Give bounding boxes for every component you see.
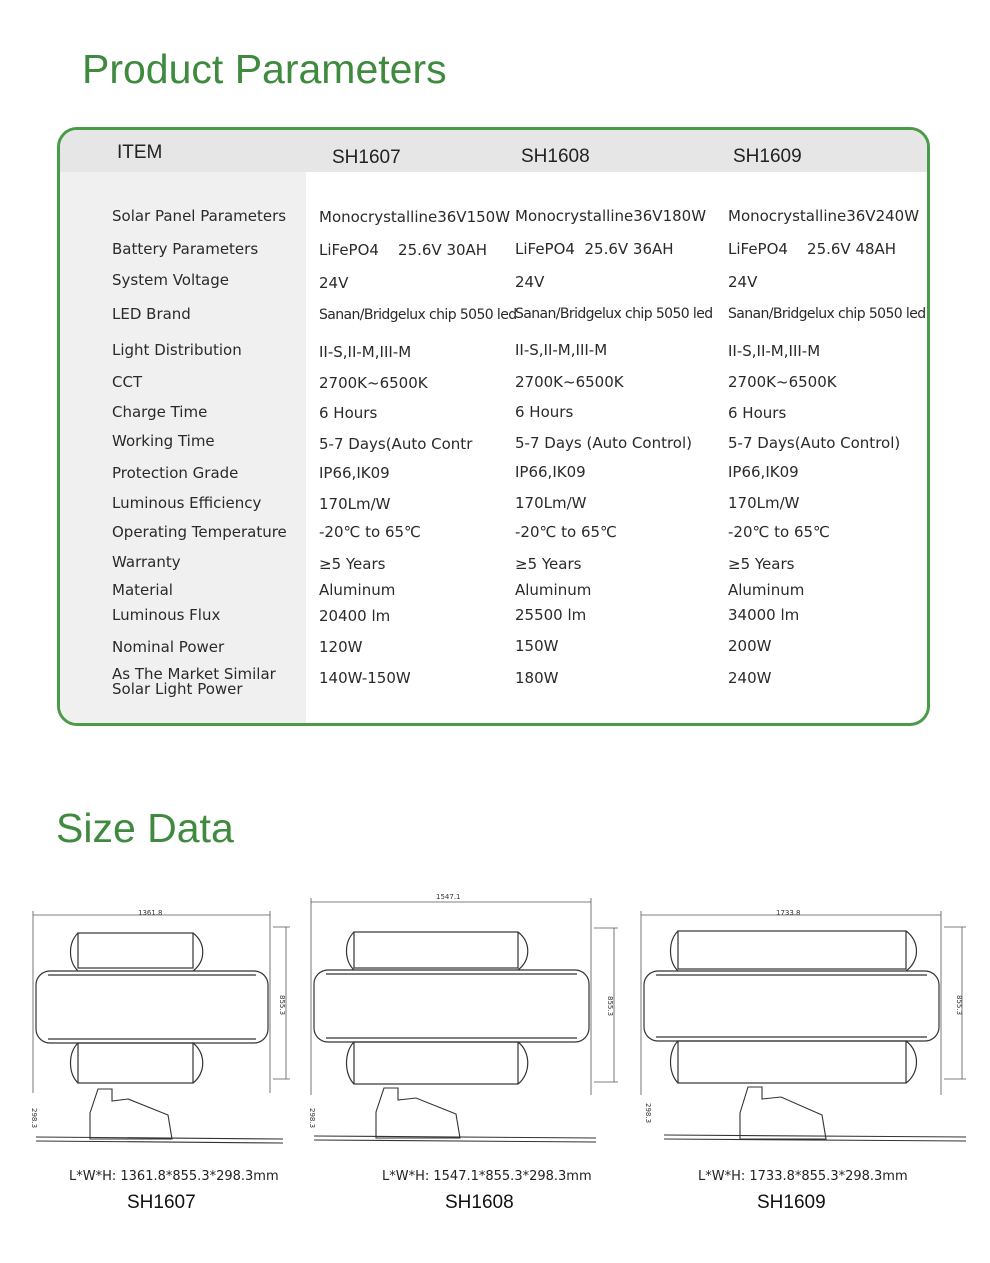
row-value: 180W [515,669,559,687]
row-value: Sanan/Bridgelux chip 5050 led [319,307,517,323]
row-value: 6 Hours [515,403,574,421]
height-dim: 855.3 [278,995,286,1016]
row-value: II-S,II-M,III-M [319,343,412,361]
row-value: 20400 lm [319,607,391,625]
row-label: Operating Temperature [112,523,287,541]
row-value: LiFePO4 25.6V 30AH [319,241,488,259]
row-value: LiFePO4 25.6V 36AH [515,240,674,258]
row-value: 24V [728,273,758,291]
row-label: Working Time [112,432,215,450]
row-value: -20℃ to 65℃ [515,523,617,541]
row-value: IP66,IK09 [728,463,799,481]
row-value: II-S,II-M,III-M [515,341,608,359]
row-value: ≥5 Years [515,555,582,573]
row-value: 34000 lm [728,606,800,624]
side-dim: 298.3 [308,1108,316,1129]
sh1609-drawing [636,903,976,1148]
row-value: II-S,II-M,III-M [728,342,821,360]
sh1607-dims-caption: L*W*H: 1361.8*855.3*298.3mm [69,1169,279,1184]
row-value: 5-7 Days(Auto Control) [728,434,901,452]
row-label: Battery Parameters [112,240,259,258]
product-parameters-title: Product Parameters [82,46,447,92]
row-value: 170Lm/W [515,494,587,512]
size-data-title: Size Data [56,805,234,851]
row-label: Light Distribution [112,341,242,359]
row-value: 2700K~6500K [319,374,428,392]
row-value: 24V [319,274,349,292]
row-value: 170Lm/W [728,494,800,512]
row-value: Sanan/Bridgelux chip 5050 led [515,306,713,322]
length-dim: 1733.8 [776,909,801,917]
row-label: Nominal Power [112,638,225,656]
row-label: Warranty [112,553,181,571]
row-value: 24V [515,273,545,291]
row-value: Monocrystalline36V180W [515,207,707,225]
row-value: 2700K~6500K [515,373,624,391]
row-label: Protection Grade [112,464,239,482]
row-label: Luminous Efficiency [112,494,262,512]
side-dim: 298.3 [30,1108,38,1129]
row-value: 6 Hours [319,404,378,422]
row-value: Monocrystalline36V150W [319,208,511,226]
header-model-sh1609: SH1609 [733,146,802,167]
row-value: 200W [728,637,772,655]
row-value: 120W [319,638,363,656]
header-model-sh1608: SH1608 [521,146,590,167]
row-label: System Voltage [112,271,229,289]
row-value: ≥5 Years [728,555,795,573]
sh1607-drawing [28,903,293,1148]
header-model-sh1607: SH1607 [332,147,401,168]
height-dim: 855.3 [606,996,614,1017]
row-label: CCT [112,373,143,391]
parameters-table [57,127,930,726]
header-item: ITEM [117,142,163,163]
row-value: 240W [728,669,772,687]
row-value: 150W [515,637,559,655]
row-value: 2700K~6500K [728,373,837,391]
row-value: IP66,IK09 [319,464,390,482]
row-value: Aluminum [319,581,396,599]
sh1607-model-caption: SH1607 [127,1192,196,1213]
row-value: Monocrystalline36V240W [728,207,920,225]
row-label: Solar Panel Parameters [112,207,287,225]
row-value: Aluminum [728,581,805,599]
length-dim: 1361.8 [138,909,163,917]
row-value: -20℃ to 65℃ [728,523,830,541]
sh1608-model-caption: SH1608 [445,1192,514,1213]
sh1608-drawing [306,890,626,1148]
sh1608-dims-caption: L*W*H: 1547.1*855.3*298.3mm [382,1169,592,1184]
row-value: 25500 lm [515,606,587,624]
side-dim: 298.3 [644,1103,652,1124]
row-value: ≥5 Years [319,555,386,573]
row-label: Luminous Flux [112,606,221,624]
row-value: 170Lm/W [319,495,391,513]
row-value: 5-7 Days (Auto Control) [515,434,692,452]
length-dim: 1547.1 [436,893,461,901]
row-label: Charge Time [112,403,208,421]
row-value: 6 Hours [728,404,787,422]
height-dim: 855.3 [955,995,963,1016]
row-value: 5-7 Days(Auto Contr [319,435,473,453]
sh1609-model-caption: SH1609 [757,1192,826,1213]
row-value: Aluminum [515,581,592,599]
row-label: LED Brand [112,305,191,323]
row-label: Material [112,581,173,599]
sh1609-dims-caption: L*W*H: 1733.8*855.3*298.3mm [698,1169,908,1184]
row-value: Sanan/Bridgelux chip 5050 led [728,306,926,322]
row-value: 140W-150W [319,669,411,687]
row-label: Solar Light Power [112,680,243,698]
row-label: As The Market Similar [112,665,276,683]
row-value: IP66,IK09 [515,463,586,481]
row-value: -20℃ to 65℃ [319,523,421,541]
row-value: LiFePO4 25.6V 48AH [728,240,897,258]
